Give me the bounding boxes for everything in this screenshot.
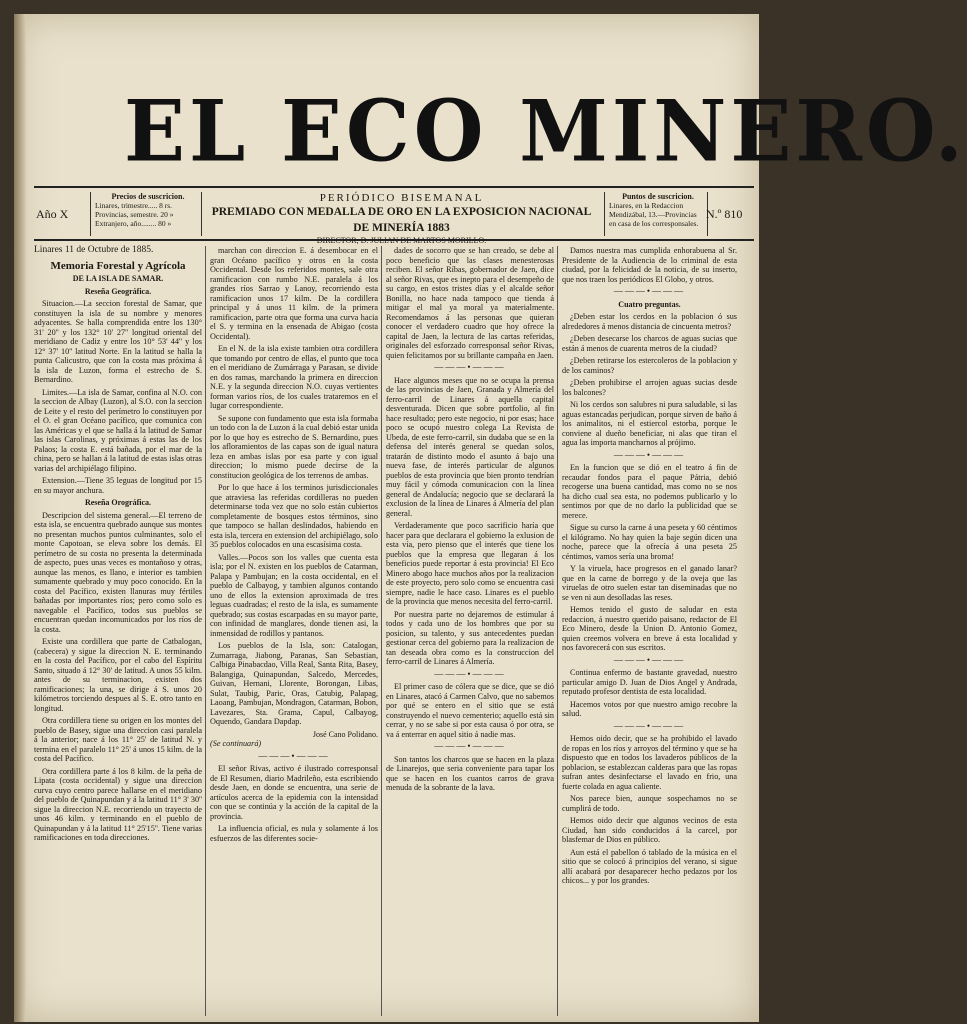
ornament-divider: ———•———	[613, 720, 686, 731]
paragraph: Verdaderamente que poco sacrificio haría que hacer para que declarara el gobierno la exlusion de esta vía, pero pienso que el interés que tiene los pueblos que la empresa que llegaran á los beneficios puede reportar á esta provincia! El Eco Minero abogo hace muchos años por la realizacion de este proyecto, pero solo como se encuentra casi siempre, nadie le hace caso. Linares es el pueblo de la provincia que menos necesita del ferro-carril.	[386, 521, 554, 606]
ornament-divider: ———•———	[434, 362, 506, 372]
paragraph: Aun está el pabellon ó tablado de la música en el sitio que se colocó á principios del verano, si sigue allí acabará por desaparecer hecho pedazos por los chicos... y por los grandes.	[562, 847, 737, 885]
paragraph: Nos parece bien, aunque sospechamos no se cumplirá de todo.	[562, 794, 737, 813]
column-2	[210, 246, 378, 1016]
paragraph: El primer caso de cólera que se dice, que se dió en Linares, atacó á Carmen Calvo, que no sabemos por qué se entero en el sitio que se está construyendo el nuevo cementerio; aquello está sin cerrar, y no se sabe si por esta causa ó por otra, se va á enterrar en aquel sitio á nadie mas.	[386, 682, 554, 739]
section-heading: Reseña Geográfica.	[84, 286, 152, 296]
article-title: Memoria Forestal y Agrícola	[50, 259, 186, 272]
column-separator	[205, 246, 206, 1016]
price-line: Linares, trimestre..... 8 rs.	[95, 201, 173, 210]
ornament-divider: ———•———	[613, 654, 686, 665]
paragraph: Y la viruela, hace progresos en el ganado lanar? que en la carne de borrego y de la oveja que las viruelas de otro suelen estar tan diseminadas que no se ven ni aun desolladas las reses.	[562, 564, 737, 602]
paragraph: En el N. de la isla existe tambien otra cordillera que tomando por centro de ellas, el punto que toca en el meridiano de Zumárraga y Parasan, se divide en dos ramas, marchando la primera en direccion N.E. y la segunda direccion N.O. cuyas vertientes forman varios ríos, de los cuales trataremos en el lugar correspondiente.	[210, 344, 378, 410]
paragraph: Ni los cerdos son salubres ni pura saludable, si las aguas estancadas perjudican, porque sirven de baño á los animalitos, ni el estiercol estorba, porque le conviene al dueño beneficiar, ni alas que tiran el agua las importa mancharnos al prójimo.	[562, 400, 737, 447]
paragraph: ¿Deben desecarse los charcos de aguas sucias que están á menos de cuarenta metros de la ciudad?	[562, 334, 737, 353]
ornament-divider: ———•———	[434, 668, 506, 679]
paragraph: Los pueblos de la Isla, son: Catalogan, Zumarraga, Jiabong, Paranas, San Sebastian, Calbiga Pinabacdao, Villa Real, Santa Rita, Basey, Balangiga, Quinapundan, Salcedo, Mercedes, Guivan, Hernani, Llorente, Borongan, Libas, Sulat, Taubig, Paric, Oras, Catubig, Palapag, Laoang, Pambujan, Mondragon, Catarman, Bobon, Lavezares, Sta. Grama, Capul, Calbayog, Oquendo, Gandara Dapdap.	[210, 641, 378, 726]
price-line: Provincias, semestre. 20 »	[95, 210, 174, 219]
ornament-divider: ———•———	[613, 449, 686, 460]
article-subtitle: DE LA ISLA DE SAMAR.	[72, 274, 164, 283]
paragraph: Otra cordillera parte á los 8 kilm. de la peña de Lipata (costa occidental) y sigue una direccion curva cuyo centro parece hallarse en el meridiano del pueblo de Quinapundan y á la latitud 11° 3' 30'' sigue la direccion N.E. recorriendo un trayecto de unos 46 kilm. y terminando en el pueblo de Quinapundan y á la latitud 11° 25'15''. Tiene varias ramificaciones en toda direcciones.	[34, 766, 202, 842]
issue-year: Año X	[36, 207, 69, 221]
paragraph: Descripcion del sistema general.—El terreno de esta isla, se encuentra quebrado aunque sus montes no presentan muchos puntos culminantes, solo el monte Capotoan, se eleva sobre los demás. El perímetro de su costa no presenta la determinada de aspecto, pues unas veces es montañoso y otras, aunque las menos, es llano, e interior es tambien sumamente quebrado y muy poco conocido. En la costa del Pacífico, existen llanuras muy fértiles bañadas por importantes ríos; pero como solo es navegable el Pacífico, todos sus pueblos se encuentran quedan incomunicados por los ríos de la costa.	[34, 510, 202, 634]
director-line	[204, 236, 599, 246]
ornament-divider: ———•———	[258, 750, 330, 761]
points-title: Puntos de suscricion.	[622, 192, 694, 201]
paragraph: Limites.—La isla de Samar, confina al N.O. con la seccion de Albay (Luzon), al S.O. con la seccion de Leite y el resto del perímetro lo constituyen por el O. el gran Océano pacífico, que comunica con las Américas y el que se halla á la latitud de Samar las islas Carolinas, y próximas á estas las de los Palaos; la costa E. está bañada, por el mar de la china, pero se hallan á la latitud de estas islas otras varias del archipiélago filipino.	[34, 387, 202, 473]
paragraph: ¿Deben prohibirse el arrojen aguas sucias desde los balcones?	[562, 378, 737, 397]
paragraph: Hemos oido decir que algunos vecinos de esta Ciudad, han sido conducidos á la carcel, por blasfemar de Dios en público.	[562, 816, 737, 844]
paragraph: Sigue su curso la carne á una peseta y 60 céntimos el kilógramo. No hay quien la baje según dicen una noche, parece que la ofrecía á una peseta 25 céntimos, vamos sería una broma!	[562, 523, 737, 561]
paragraph: En la funcion que se dió en el teatro á fin de recaudar fondos para el paque Pátria, debió recogerse una buena cantidad, mas como no se nos ha dicho cual sea esta, no podemos publicarlo y lo sentimos por que de no darlo la publicidad que se merece.	[562, 463, 737, 520]
header-bottom-rule	[34, 239, 754, 241]
column-3	[386, 246, 554, 1016]
paragraph: El señor Rivas, activo é ilustrado corresponsal de El Resumen, diario Madrileño, esta escribiendo desde Jaen, en donde se encuentra, una serie de artículos acerca de la epidemia con la intensidad con que se continúa y la acción de la capital de la provincia.	[210, 764, 378, 821]
prices-title: Precios de suscricion.	[111, 192, 185, 201]
periodico-label: PERIÓDICO BISEMANAL	[319, 192, 484, 204]
paragraph: Continua enfermo de bastante gravedad, nuestro particular amigo D. Juan de Dios Angel y Andrada, reputado profesor dentista de esta localidad.	[562, 668, 737, 696]
author-signature: José Cano Polidano.	[312, 729, 378, 739]
price-line: Extranjero, año........ 80 »	[95, 219, 172, 228]
paragraph: Existe una cordillera que parte de Catbalogan, (cabecera) y sigue la direccion N. E. terminando en la costa del Pacífico, por el cabo del Espíritu Santo, situado á 12° 30' de latitud. A unos 55 kilm. antes de su terminacion, existen dos ramificaciones; la una, se dirige á S. unos 20 kilómetros torciendo despues al S. E. otro tanto en longitud.	[34, 637, 202, 713]
paragraph: dades de socorro que se han creado, se debe al poco beneficio que las clases menesterosas reciben. El señor Ríbas, gobernador de Jaen, dice al señor Rivas, que es inepto para el desempeño de su cargo, en estos tristes días y el alcalde señor Bonilla, no hace nada tampoco que tienda á mitigar el mal ya moral ya materialmente. Recomendamos á las personas que quieran conocer el verdadero cuadro que hoy ofrece la capital de Jaen, la lectura de las cartas referidas, originales del esforzado corresponsal señor Rivas, quien felicitamos por su brillante campaña en Jaen.	[386, 246, 554, 360]
ornament-divider: ———•———	[613, 286, 686, 296]
paragraph: ¿Deben estar los cerdos en la poblacion ó sus alrededores á menos distancia de cincuenta metros?	[562, 312, 737, 331]
section-heading: Reseña Orográfica.	[84, 498, 152, 507]
point-line: en casa de los corresponsales.	[609, 219, 699, 228]
column-1	[34, 246, 202, 1016]
top-rule	[34, 186, 754, 188]
book-spine	[14, 14, 26, 1022]
masthead-title: EL ECO MINERO.	[124, 81, 967, 181]
paragraph: Hace algunos meses que no se ocupa la prensa de las provincias de Jaen, Granada y Almería del ferro-carril de Linares á aquella capital desventurada. Dicen que sobre portfolio, al fin hace resultado; pero este negocio, ni por esas; hace poco se ocupó nuestro colega La Revista de Ubeda, de este ferro-carril, sin dudaba que se en la defensa del interés general se quedan solos, tratarán de distinto modo el asunto á bajo una nueva fase, de interés particular de algunos pueblos de esta provincia que bien pronto tendrían muy fácil y cómoda comunicacion con la línea general de Andalucía; negocio que se declarará la exclusion de la línea de Linares á Almería del plan general.	[386, 375, 554, 518]
paragraph: Damos nuestra mas cumplida enhorabuena al Sr. Presidente de la Audiencia de lo criminal de esta ciudad, por la felicidad de la noticia, de su inserto, que nos traen los periódicos El Globo, y otros.	[562, 246, 737, 284]
newspaper-page	[14, 14, 967, 1022]
paragraph: ¿Deben retirarse los estercoleros de la poblacion y de los caminos?	[562, 356, 737, 375]
paragraph: Hemos oido decir, que se ha prohibido el lavado de ropas en los ríos y arroyos del término y que se ha dispuesto que en todos los lavaderos públicos de la poblacion, se establezcan calderas para que las ropas sufran antes desinfectarse el lavado en frio, una fuerte colada en agua caliente.	[562, 734, 737, 791]
paragraph: marchan con direccion E. á desembocar en el gran Océano pacífico y otros en la costa Occidental. Desde los referidos montes, sale otra ramificacion con rumbo N.E. paralela á los grandes ríos Sarrao y Lanoy, recorriendo esta ramificacion unos 17 kilm. De la cordillera principal y á unos 11 kilm. de la primera ramificacion, parte otra que forma una curva hacia el S. y termina en la ensenada de Abigao (costa Occidental).	[210, 246, 378, 341]
paragraph: Valles.—Pocos son los valles que cuenta esta isla; por el N. existen en los pueblos de Catarman, Palapa y Pambujan; en la costa occidental, en el pueblo de Calbayog, y tambien algunos contando uno de ellos la extension aproximada de tres leguas cuadradas; el resto de la isla, es sumamente quebrado; sus costas escarpadas en su mayor parte, con infinidad de manglares, donde tienen asi, la inmensidad de rodillos y pantanos.	[210, 552, 378, 638]
point-line: Mendizábal, 13.—Provincias	[609, 210, 697, 219]
paragraph: Hemos tenido el gusto de saludar en esta redaccion, á nuestro querido paisano, redactor de El Eco Minero, desde la Union D. Antonio Gomez, quien creemos volvera en breve á esta localidad y nos favorecerá con sus escritos.	[562, 605, 737, 652]
column-separator	[381, 246, 382, 1016]
issue-number: N.º 810	[706, 207, 743, 221]
column-4	[562, 246, 737, 1016]
subscription-points	[604, 192, 708, 236]
paragraph: La influencia oficial, es nula y solamente á los esfuerzos de las diferentes socie-	[210, 824, 378, 843]
paragraph: Se supone con fundamento que esta isla formaba un todo con la de Luzon á la cual debió estar unida por lo que hoy es estrecho de S. Bernardino, pues los afloramientos de las capas son de igual natura leza en ambas islas por esa parte y con igual direccion; lo mismo puede decirse de la constitucion geológica de los terrenos de ambas.	[210, 413, 378, 480]
paragraph: Situacion.—La seccion forestal de Samar, que constituyen la isla de su nombre y menores adyacentes. Se halla comprendida entre los 130° 31' 20'' y los 132° 10' 27'' longitud oriental del meridiano de Cadiz y entre los 10° 53' 44'' y los 12° 37' 10'' latitud Norte. En la latitud se halla la punta Calicustro, que con la costa mas próxima á la isla de Luzon, forma el estrecho de S. Bernardino.	[34, 299, 202, 384]
medal-line: PREMIADO CON MEDALLA DE ORO EN LA EXPOSICION NACIONAL DE MINERÍA 1883	[211, 206, 592, 234]
paragraph: Otra cordillera tiene su origen en los montes del pueblo de Basey, sigue una direccion casi paralela á la anterior; nace á los 11° 25' de latitud N. y termina en el paralelo 11° 25' á unos 15 kilm. de la costa del Pacífico.	[34, 716, 202, 763]
paragraph: Por nuestra parte no dejaremos de estimular á todos y cada uno de los hombres que por su posicion, su talento, y sus antecedentes puedan gestionar cerca del gobierno para la realizacion de tan deseada obra como es la construccion del ferro-carril de Linares á Almería.	[386, 609, 554, 666]
column-separator	[557, 246, 558, 1016]
issue-date: Linares 11 de Octubre de 1885.	[34, 245, 154, 255]
point-line: Linares, en la Redaccion	[609, 201, 684, 210]
paragraph: Extension.—Tiene 35 leguas de longitud por 15 en su mayor anchura.	[34, 476, 202, 495]
paragraph: Son tantos los charcos que se hacen en la plaza de Linarejos, que seria conveniente para tapar los que se hacen en los cuantos carros de grava menuda de la sobrante de la lava.	[386, 754, 554, 792]
header-center	[204, 192, 599, 236]
ornament-divider: ———•———	[434, 741, 506, 751]
continued-note: (Se continuará)	[210, 739, 262, 748]
paragraph: Por lo que hace á los terminos jurisdiccionales que atraviesa las referidas cordilleras no pueden determinarse toda vez que no solo están cubiertos completamente de bosques estos términos, sino que tampoco se hallan deslindados, habiendo en esta isla, tercera en extension del archipiélago, solo 35 pueblos colocados en una escasísima costa.	[210, 483, 379, 549]
paragraph: Hacemos votos por que nuestro amigo recobre la salud.	[562, 699, 737, 718]
subscription-prices	[90, 192, 202, 236]
section-heading: Cuatro preguntas.	[618, 299, 681, 309]
